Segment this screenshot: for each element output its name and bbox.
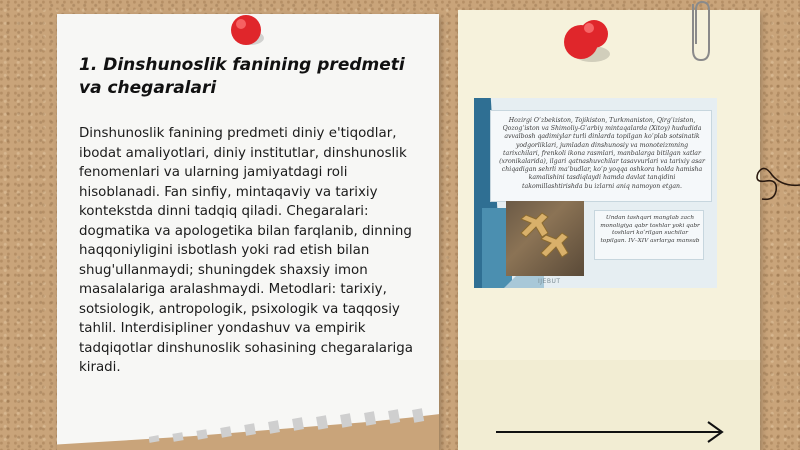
torn-edge-marks	[149, 408, 439, 444]
image-text-box-top	[490, 110, 712, 202]
arrow-right-icon	[494, 420, 726, 444]
section-body: Dinshunoslik fanining predmeti diniy e'tiqodlar, ibodat amaliyotlari, diniy institutlar, dinshunoslik fenomenlari va ularning jamiyatdagi roli hisoblanadi. Fan sinfiy, mintaqaviy va tarixiy kontekstda dinni tadqiq qiladi. Chegaralari: dogmatika va apologetika bilan farqlanib, dinning haqqoniyligini isbotlash yoki rad etish bilan shug'ullanmaydi; shuningdek shaxsiy imon masalalariga aralashmaydi. Metodlari: tarixiy, sotsiologik, antropologik, psixologik va taqqosiy tahlil. Interdisipliner yondashuv va empirik tadqiqotlar dinshunoslik sohasining chegaralariga kiradi.	[79, 126, 413, 375]
image-caption: IJEBUT	[538, 278, 561, 285]
section-title: 1. Dinshunoslik fanining predmeti va chegaralari	[79, 55, 405, 98]
artifact-photo	[506, 201, 584, 276]
left-note-card	[57, 14, 439, 450]
paperclip-icon	[684, 0, 714, 64]
image-text-top: Hozirgi O‘zbekiston, Tojikiston, Turkmaniston, Qirg‘iziston, Qozog‘iston va Shimoliy-G‘arbiy mintaqalarda (Xitoy) hududida avvalbosh qadimiylar turli dinlarda topilgan ko‘plab sotsinatik yodgorliklari, jumladan dinshunosiy va monoteizmning tarixchilari, frenkoli ikona rasmlari, manbalarga bitilgan xatlar (xronikalarida), ilgari qatnashuvchilar tasavvurlari va tarixiy asar chiqadigan sehrli ma‘budlar, ko‘p yoqqa oshkora holda hamisha kamalishini tasdiqlaydi hamda davlat tanqidini takomillashtirishda bu izlarni aniq namoyon etgan.	[499, 117, 705, 190]
pushpin-icon	[224, 8, 270, 54]
image-text-box-bottom	[594, 210, 704, 260]
image-text-bottom: Undan tashqari manglab zach monoligiya qabr toshlar yoki qabr toshlari ko‘rilgan suchilar topilgan. IV–XIV asrlarga mansub	[600, 215, 700, 244]
cross-artifacts-icon	[506, 201, 584, 276]
illustration-image	[474, 98, 717, 288]
string-loop-icon	[752, 155, 800, 205]
pushpin-icon	[556, 10, 622, 68]
